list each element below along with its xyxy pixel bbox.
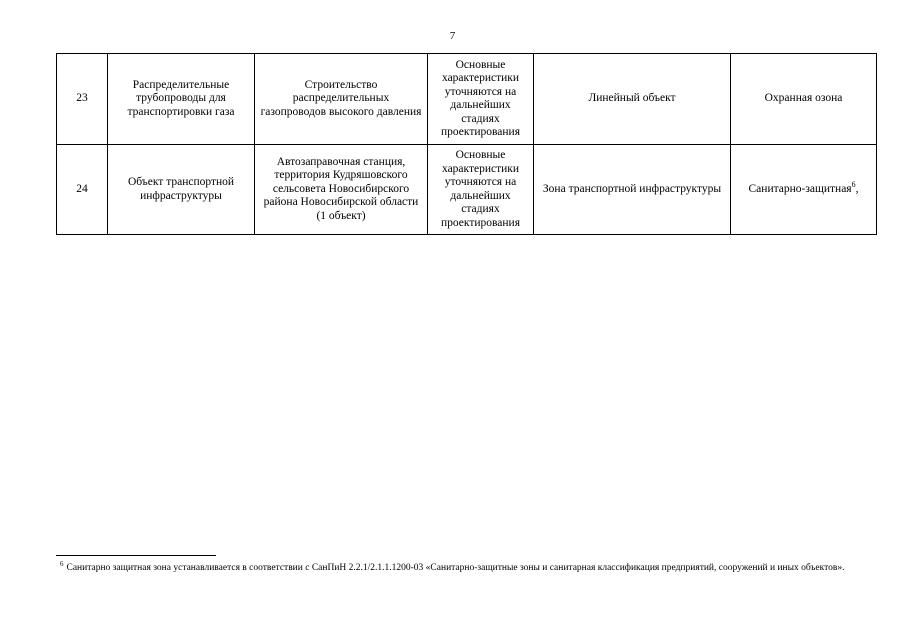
table-row	[57, 145, 877, 235]
restriction-zone-cell	[731, 145, 877, 235]
characteristics-cell: Основные характеристики уточняются на дальнейших стадиях проектирования	[428, 54, 534, 145]
table-row	[57, 54, 877, 145]
footnote	[60, 559, 846, 574]
row-number-cell: 24	[57, 145, 108, 235]
characteristics-cell: Основные характеристики уточняются на дальнейших стадиях проектирования	[428, 145, 534, 235]
page-number: 7	[449, 30, 456, 42]
footnote-mark: 6	[60, 559, 64, 568]
restriction-zone-text: Охранная озона	[764, 92, 843, 105]
footnote-reference: 6	[851, 179, 856, 189]
footnote-divider	[56, 555, 216, 556]
objects-table	[56, 53, 877, 235]
object-purpose-cell: Автозаправочная станция, территория Кудряшовского сельсовета Новосибирского района Новосибирской области (1 объект)	[255, 145, 428, 235]
object-name-cell: Распределительные трубопроводы для транспортировки газа	[108, 54, 255, 145]
footnote-text: Санитарно защитная зона устанавливается в соответствии с СанПиН 2.2.1/2.1.1.1200-03 «Санитарно-защитные зоны и санитарная классификация предприятий, сооружений и иных объектов».	[66, 563, 845, 573]
object-purpose-cell: Строительство распределительных газопроводов высокого давления	[255, 54, 428, 145]
zone-cell: Зона транспортной инфраструктуры	[534, 145, 731, 235]
restriction-zone-cell	[731, 54, 877, 145]
zone-cell: Линейный объект	[534, 54, 731, 145]
restriction-zone-suffix: ,	[855, 182, 859, 195]
row-number-cell: 23	[57, 54, 108, 145]
object-name-cell: Объект транспортной инфраструктуры	[108, 145, 255, 235]
restriction-zone-text: Санитарно-защитная	[748, 182, 852, 195]
